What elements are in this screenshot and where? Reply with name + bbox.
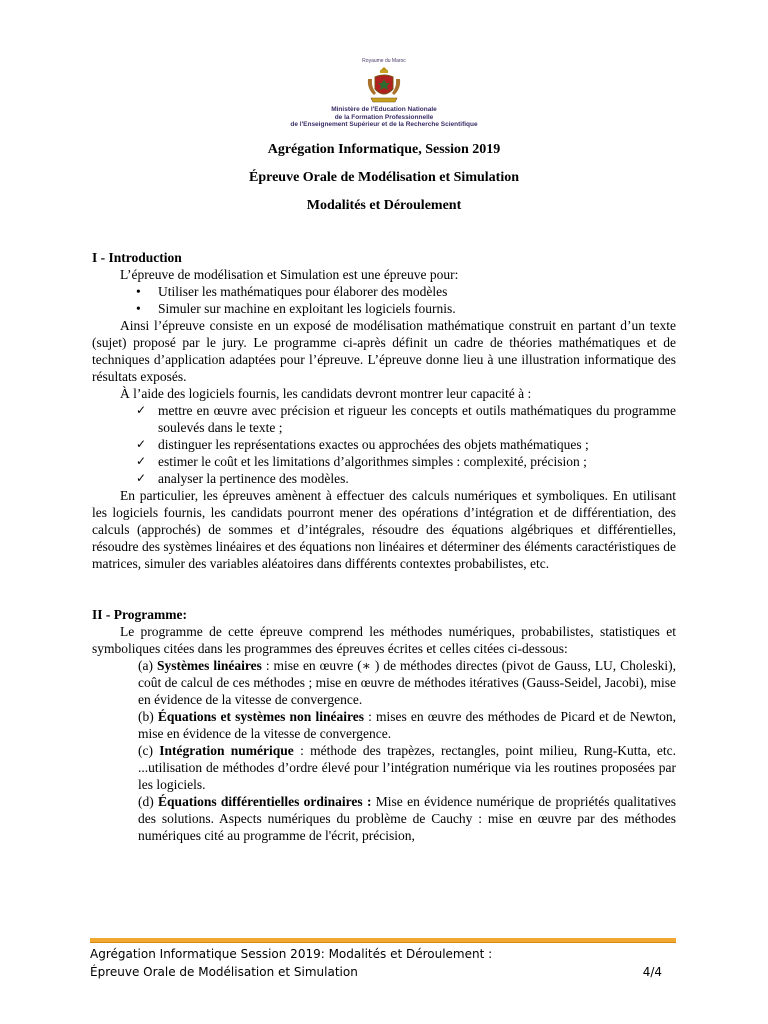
ministry-line: Ministère de l'Education Nationale [331, 106, 437, 113]
ministry-header [0, 58, 768, 129]
title-modalities: Modalités et Déroulement [306, 198, 462, 213]
kingdom-label: Royaume du Maroc [362, 58, 406, 64]
list-item: (b) Équations et systèmes non linéaires : mises en œuvre des méthodes de Picard et de Newton, mise en évidence de la vitesse de convergence. [138, 709, 677, 741]
paragraph: Ainsi l’épreuve consiste en un exposé de modélisation mathématique construit en partant d’un texte (sujet) proposé par le jury. Le programme ci-après définit un cadre de théories mathématiques et de techniques d’application adaptées pour l’épreuve. L’épreuve donne lieu à une illustration informatique des résultats exposés. [92, 318, 676, 384]
page-footer [90, 945, 676, 981]
bullet-icon: • [136, 284, 141, 299]
title-main: Agrégation Informatique, Session 2019 [267, 142, 501, 157]
checkmark-icon: ✓ [136, 403, 147, 417]
list-item: ✓ mettre en œuvre avec précision et rigueur les concepts et outils mathématiques du programme soulevés dans le texte ; [136, 403, 676, 435]
paragraph: À l’aide des logiciels fournis, les candidats devront montrer leur capacité à : [120, 386, 532, 401]
document-body [92, 249, 676, 844]
list-item: ✓ estimer le coût et les limitations d’algorithmes simples : complexité, précision ; [136, 454, 587, 469]
skills-list [92, 402, 676, 487]
checkmark-icon: ✓ [136, 471, 147, 485]
document-titles [0, 141, 768, 225]
footer-line-1: Agrégation Informatique Session 2019: Modalités et Déroulement : [90, 947, 493, 961]
checkmark-icon: ✓ [136, 454, 147, 468]
section-heading-introduction: I - Introduction [92, 250, 182, 265]
footer-line-2: Épreuve Orale de Modélisation et Simulation [90, 965, 358, 979]
section-heading-programme: II - Programme: [92, 607, 187, 622]
list-item: • Utiliser les mathématiques pour élaborer des modèles [136, 284, 448, 299]
paragraph: Le programme de cette épreuve comprend les méthodes numériques, probabilistes, statistiques et symboliques citées dans les programmes des épreuves écrites et celles citées ci-dessous: [92, 624, 676, 656]
programme-list [92, 657, 676, 844]
footer-divider [90, 938, 676, 943]
ministry-line: de la Formation Professionnelle [334, 113, 434, 121]
checkmark-icon: ✓ [136, 437, 147, 451]
list-item: (c) Intégration numérique : méthode des trapèzes, rectangles, point milieu, Rung-Kutta, etc. ...utilisation de méthodes d’ordre élevé pour l’intégration numérique via les routines proposées par les logiciels. [138, 743, 677, 792]
list-item: ✓ distinguer les représentations exactes ou approchées des objets mathématiques ; [136, 437, 589, 452]
list-item: (d) Équations différentielles ordinaires : Mise en évidence numérique de propriétés qualitatives des solutions. Aspects numériques du problème de Cauchy : mise en œuvre par des méthodes numériques cité au programme de l'écrit, précision, [138, 794, 676, 843]
list-item: (a) Systèmes linéaires : mise en œuvre (∗ ) de méthodes directes (pivot de Gauss, LU, Choleski), coût de calcul de ces méthodes ; mise en œuvre de méthodes itératives (Gauss-Seidel, Jacobi), mise en évidence de la vitesse de convergence. [138, 658, 676, 707]
coat-of-arms-icon [365, 65, 403, 105]
list-item: • Simuler sur machine en exploitant les logiciels fournis. [136, 301, 456, 316]
list-item: ✓ analyser la pertinence des modèles. [136, 471, 349, 486]
title-exam: Épreuve Orale de Modélisation et Simulation [248, 170, 519, 185]
bullet-icon: • [136, 301, 141, 316]
ministry-line: de l'Enseignement Supérieur et de la Recherche Scientifique [290, 121, 478, 128]
paragraph: En particulier, les épreuves amènent à effectuer des calculs numériques et symboliques. En utilisant les logiciels fournis, les candidats pourront mener des opérations d’intégration et de différentiation, des calculs (approchés) de sommes et d’intégrales, résoudre des équations algébriques et différentielles, résoudre des systèmes linéaires et des équations non linéaires et déterminer des éléments caractéristiques de matrices, simuler des variables aléatoires dans différents contextes probabilistes, etc. [92, 488, 676, 571]
page-number: 4/4 [642, 965, 662, 979]
introduction-text: L’épreuve de modélisation et Simulation est une épreuve pour: [120, 267, 459, 282]
goals-list [92, 283, 676, 317]
